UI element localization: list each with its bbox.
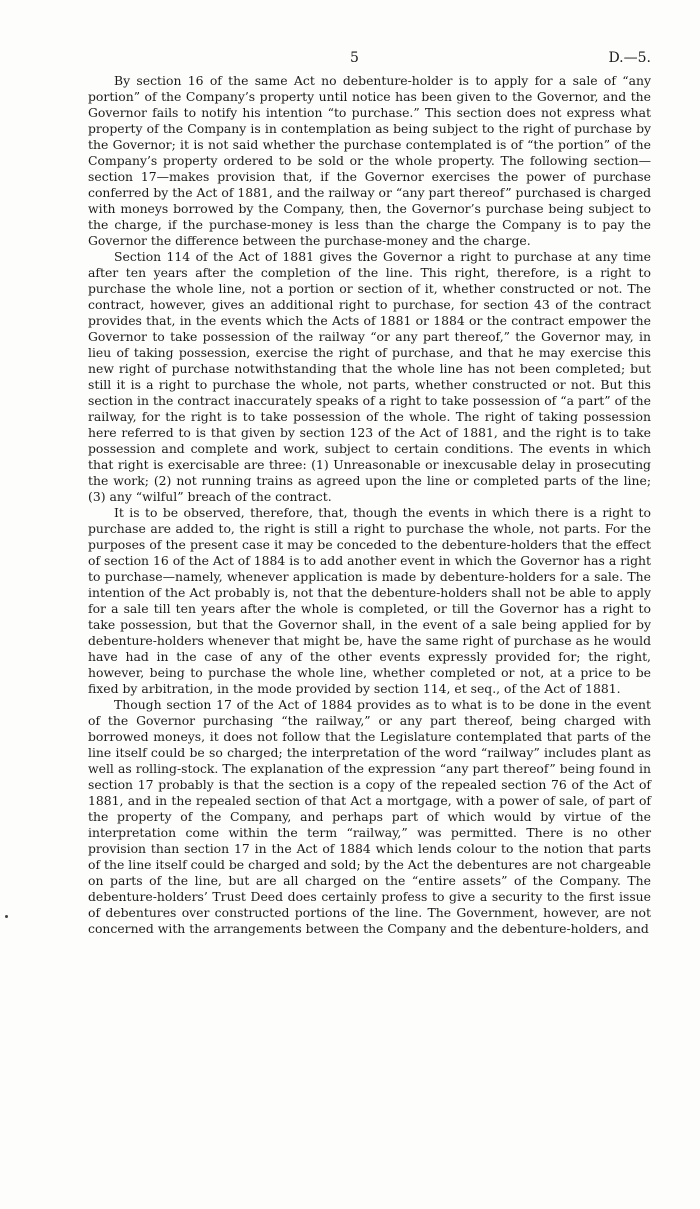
paragraph-section-114: Section 114 of the Act of 1881 gives the Governor a right to purchase at any time after ten years after the completion of the line. This right, therefore, is a right to purchase the whole line, not a portion or section of it, whether constructed or not. The contract, however, gives an additional right to purchase, for section 43 of the contract provides that, in the events which the Acts of 1881 or 1884 or the contract empower the Governor to take possession of the railway “or any part thereof,” the Governor may, in lieu of taking possession, exercise the right of purchase, and that he may exercise this new right of purchase notwithstanding that the whole line has not been completed; but still it is a right to purchase the whole, not parts, whether constructed or not. But this section in the contract inaccurately speaks of a right to take possession of “a part” of the railway, for the right is to take possession of the whole. The right of taking possession here referred to is that given by section 123 of the Act of 1881, and the right is to take possession and complete and work, subject to certain conditions. The events in which that right is exercisable are three: (1) Unreasonable or inexcusable delay in prosecuting the work; (2) not running trains as agreed upon the line or completed parts of the line; (3) any “wilful” breach of the contract.	[88, 249, 651, 504]
paragraph-right-to-purchase: It is to be observed, therefore, that, though the events in which there is a right to purchase are added to, the right is still a right to purchase the whole, not parts. For the purposes of the present case it may be conceded to the debenture-holders that the effect of section 16 of the Act of 1884 is to add another event in which the Governor has a right to purchase—namely, whenever application is made by debenture-holders for a sale. The intention of the Act probably is, not that the debenture-holders shall not be able to apply for a sale till ten years after the whole is completed, or till the Governor has a right to take possession, but that the Governor shall, in the event of a sale being applied for by debenture-holders whenever that might be, have the same right of purchase as he would have had in the case of any of the other events expressly provided for; the right, however, being to purchase the whole line, whether completed or not, at a price to be fixed by arbitration, in the mode provided by section 114, et seq., of the Act of 1881.	[88, 505, 651, 696]
paragraph-section-17: Though section 17 of the Act of 1884 provides as to what is to be done in the event of the Governor purchasing “the railway,” or any part thereof, being charged with borrowed moneys, it does not follow that the Legislature contemplated that parts of the line itself could be so charged; the interpretation of the word “railway” includes plant as well as rolling-stock. The explanation of the expression “any part thereof” being found in section 17 probably is that the section is a copy of the repealed section 76 of the Act of 1881, and in the repealed section of that Act a mortgage, with a power of sale, of part of the property of the Company, and perhaps part of which would by virtue of the interpretation come within the term “railway,” was permitted. There is no other provision than section 17 in the Act of 1884 which lends colour to the notion that parts of the line itself could be charged and sold; by the Act the debentures are not chargeable on parts of the line, but are all charged on the “entire assets” of the Company. The debenture-holders’ Trust Deed does certainly profess to give a security to the first issue of debentures over constructed portions of the line. The Government, however, are not concerned with the arrangements between the Company and the debenture-holders, and	[88, 697, 651, 936]
paragraph-section-16: By section 16 of the same Act no debenture-holder is to apply for a sale of “any portion” of the Company’s property until notice has been given to the Governor, and the Governor fails to notify his intention “to purchase.” This section does not express what property of the Company is in contemplation as being subject to the right of purchase by the Governor; it is not said whether the purchase contemplated is of “the portion” of the Company’s property ordered to be sold or the whole property. The following section—section 17—makes provision that, if the Governor exercises the power of purchase conferred by the Act of 1881, and the railway or “any part thereof” purchased is charged with moneys borrowed by the Company, then, the Governor’s purchase being subject to the charge, if the purchase-money is less than the charge the Company is to pay the Governor the difference between the purchase-money and the charge.	[88, 73, 651, 248]
margin-mark	[5, 915, 8, 918]
page-header	[88, 50, 651, 70]
document-reference: D.—5.	[608, 50, 651, 66]
document-body	[88, 73, 651, 937]
page-number: 5	[350, 50, 359, 66]
